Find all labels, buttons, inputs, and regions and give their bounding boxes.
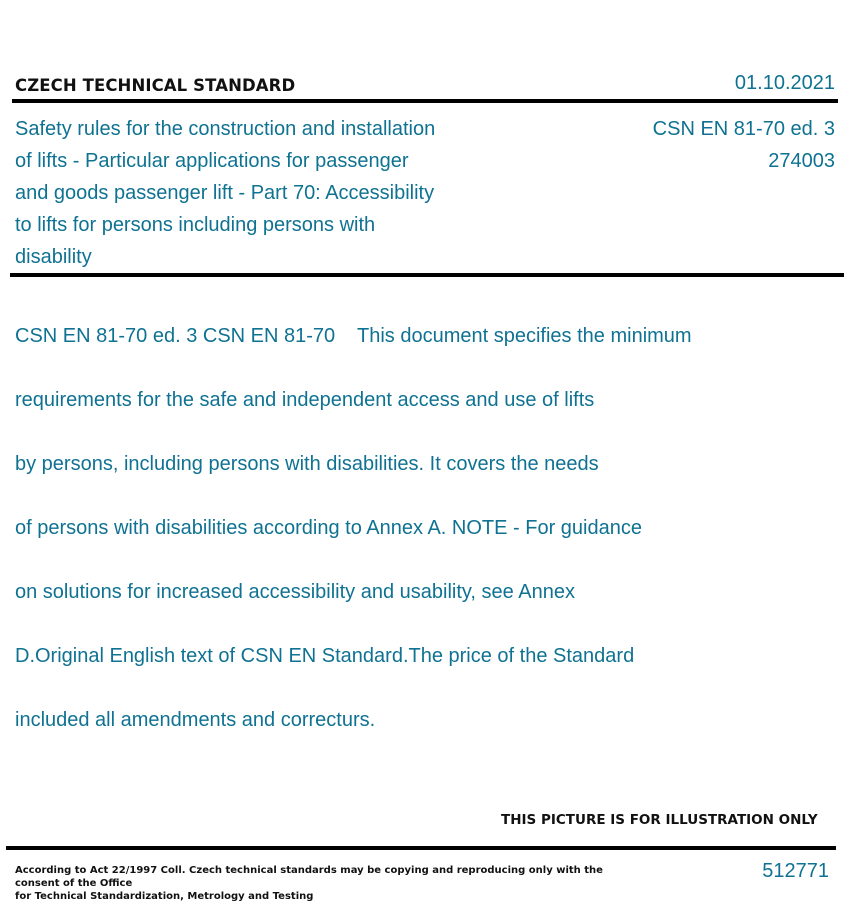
standard-title bbox=[15, 113, 485, 273]
publication-date: 01.10.2021 bbox=[734, 72, 835, 94]
title-line: to lifts for persons including persons with bbox=[15, 214, 376, 236]
title-line: Safety rules for the construction and installation bbox=[15, 118, 436, 140]
classification-number: 274003 bbox=[768, 150, 835, 172]
standard-description bbox=[15, 288, 755, 768]
description-line: CSN EN 81-70 ed. 3 CSN EN 81-70 This document specifies the minimum bbox=[15, 325, 692, 347]
description-line: of persons with disabilities according to Annex A. NOTE - For guidance bbox=[15, 517, 642, 539]
illustration-disclaimer: THIS PICTURE IS FOR ILLUSTRATION ONLY bbox=[501, 812, 818, 828]
description-line: D.Original English text of CSN EN Standard.The price of the Standard bbox=[15, 645, 635, 667]
description-line: requirements for the safe and independent access and use of lifts bbox=[15, 389, 595, 411]
document-number: 512771 bbox=[762, 860, 829, 882]
legal-line: for Technical Standardization, Metrology and Testing bbox=[15, 891, 314, 902]
title-line: and goods passenger lift - Part 70: Accessibility bbox=[15, 182, 435, 204]
footer-divider bbox=[6, 846, 836, 850]
title-divider bbox=[10, 273, 844, 277]
description-line: included all amendments and correcturs. bbox=[15, 709, 376, 731]
title-line: of lifts - Particular applications for passenger bbox=[15, 150, 409, 172]
title-line: disability bbox=[15, 246, 92, 268]
standard-code: CSN EN 81-70 ed. 3 bbox=[652, 118, 835, 140]
description-line: by persons, including persons with disabilities. It covers the needs bbox=[15, 453, 599, 475]
description-line: on solutions for increased accessibility and usability, see Annex bbox=[15, 581, 575, 603]
legal-notice bbox=[15, 864, 615, 903]
header-divider bbox=[12, 99, 838, 103]
standard-identifiers bbox=[653, 113, 835, 177]
legal-line: According to Act 22/1997 Coll. Czech technical standards may be copying and reproducing only with the consent of the Office bbox=[15, 865, 603, 889]
standard-type-label: CZECH TECHNICAL STANDARD bbox=[15, 76, 296, 95]
